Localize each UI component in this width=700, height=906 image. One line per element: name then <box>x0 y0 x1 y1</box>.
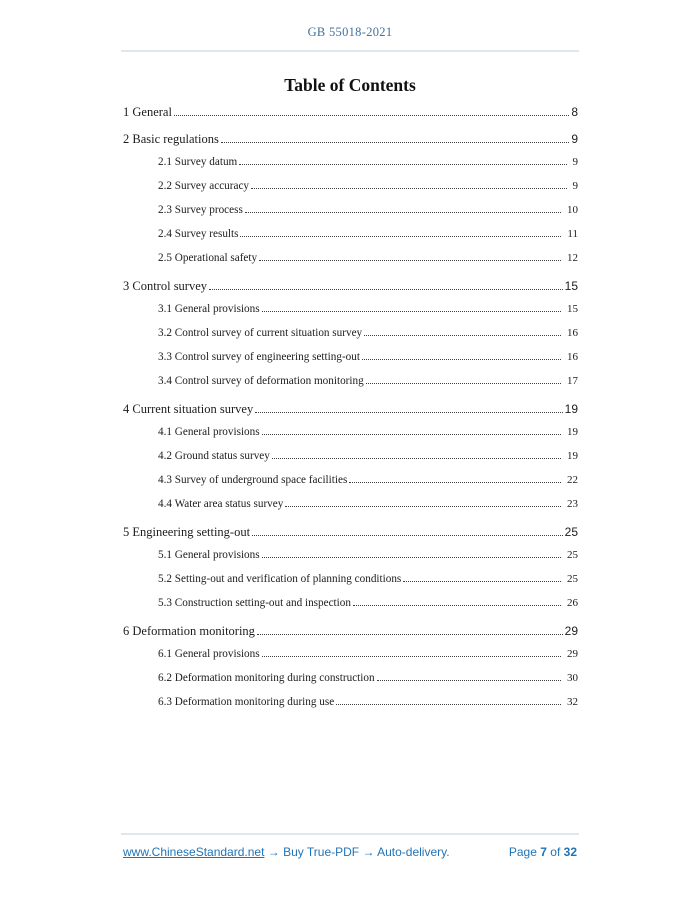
toc-entry-label: 4.1 General provisions <box>158 426 260 438</box>
toc-entry-label: 3.4 Control survey of deformation monitoring <box>158 375 364 387</box>
toc-entry <box>123 426 578 450</box>
toc-entry-page: 17 <box>567 375 578 387</box>
toc-entry-label: 5 Engineering setting-out <box>123 525 251 539</box>
dot-leader <box>245 212 561 213</box>
toc-entry-label: 2.2 Survey accuracy <box>158 180 250 192</box>
toc-entry-page: 19 <box>564 402 578 416</box>
dot-leader <box>209 289 563 290</box>
dot-leader <box>362 359 561 360</box>
toc-entry-page: 23 <box>567 498 578 510</box>
toc-entry-page: 15 <box>564 279 578 293</box>
dot-leader <box>272 458 561 459</box>
toc-entry-page: 22 <box>567 474 578 486</box>
toc-entry <box>123 402 578 426</box>
toc-entry-page: 25 <box>567 573 578 585</box>
doc-number: GB 55018-2021 <box>307 25 393 39</box>
dot-leader <box>353 605 561 606</box>
page-total: 32 <box>563 845 577 859</box>
toc-entry-page: 29 <box>567 648 578 660</box>
toc-entry-label: 6.2 Deformation monitoring during construction <box>158 672 375 684</box>
toc-entry-label: 2 Basic regulations <box>123 132 219 146</box>
dot-leader <box>259 260 561 261</box>
toc-entry-page: 16 <box>567 351 578 363</box>
toc-entry <box>123 573 578 597</box>
toc-entry <box>123 549 578 573</box>
dot-leader <box>262 557 561 558</box>
toc-entry-page: 15 <box>567 303 578 315</box>
toc-entry-label: 4.3 Survey of underground space facilities <box>158 474 348 486</box>
toc-entry-label: 3.2 Control survey of current situation survey <box>158 327 363 339</box>
dot-leader <box>252 535 563 536</box>
dot-leader <box>403 581 561 582</box>
toc-entry-page: 11 <box>567 228 578 240</box>
dot-leader <box>257 634 563 635</box>
toc-entry <box>123 696 578 720</box>
toc-entry-page: 19 <box>567 450 578 462</box>
toc-entry-label: 4 Current situation survey <box>123 402 254 416</box>
toc-entry <box>123 252 578 276</box>
toc-entry <box>123 498 578 522</box>
dot-leader <box>377 680 561 681</box>
toc-entry <box>123 132 578 156</box>
dot-leader <box>366 383 561 384</box>
dot-leader <box>251 188 566 189</box>
dot-leader <box>255 412 562 413</box>
dot-leader <box>262 656 561 657</box>
toc-entry <box>123 303 578 327</box>
toc-entry <box>123 228 578 252</box>
toc-entry-page: 9 <box>572 156 578 168</box>
toc-entry-page: 26 <box>567 597 578 609</box>
toc-entry-label: 3.1 General provisions <box>158 303 260 315</box>
toc-entry-page: 9 <box>571 132 578 146</box>
toc-entry-page: 32 <box>567 696 578 708</box>
toc-entry <box>123 525 578 549</box>
toc-entry-label: 4.2 Ground status survey <box>158 450 270 462</box>
toc-entry <box>123 279 578 303</box>
dot-leader <box>262 434 561 435</box>
toc-entry-page: 10 <box>567 204 578 216</box>
dot-leader <box>240 236 561 237</box>
toc-entry <box>123 624 578 648</box>
toc-entry <box>123 474 578 498</box>
toc-entry <box>123 180 578 204</box>
toc-entry <box>123 156 578 180</box>
footer-website-link[interactable]: www.ChineseStandard.net <box>123 845 265 859</box>
toc-entry <box>123 351 578 375</box>
toc-entry-label: 1 General <box>123 105 172 119</box>
toc-entry-label: 6.3 Deformation monitoring during use <box>158 696 335 708</box>
header-rule <box>121 50 579 52</box>
toc-entry-label: 6.1 General provisions <box>158 648 260 660</box>
page-footer <box>123 845 577 859</box>
page-indicator <box>509 845 577 859</box>
toc-entry-page: 19 <box>567 426 578 438</box>
toc-entry <box>123 450 578 474</box>
toc-entry <box>123 105 578 129</box>
dot-leader <box>285 506 561 507</box>
toc-entry-label: 5.3 Construction setting-out and inspection <box>158 597 351 609</box>
toc-entry-label: 5.1 General provisions <box>158 549 260 561</box>
page-title: Table of Contents <box>284 75 416 95</box>
toc-entry-label: 2.4 Survey results <box>158 228 239 240</box>
of-label: of <box>550 845 561 859</box>
toc-entry-page: 30 <box>567 672 578 684</box>
dot-leader <box>174 115 569 116</box>
toc-entry-label: 3.3 Control survey of engineering setting-out <box>158 351 360 363</box>
dot-leader <box>336 704 561 705</box>
footer-promo <box>123 845 450 859</box>
toc-entry-label: 5.2 Setting-out and verification of planning conditions <box>158 573 402 585</box>
dot-leader <box>262 311 561 312</box>
dot-leader <box>239 164 566 165</box>
toc-entry-label: 2.5 Operational safety <box>158 252 258 264</box>
footer-rule <box>121 833 579 835</box>
toc-entry <box>123 597 578 621</box>
toc-entry <box>123 375 578 399</box>
toc-entry-page: 9 <box>572 180 578 192</box>
toc-entry <box>123 672 578 696</box>
toc-entry-label: 2.3 Survey process <box>158 204 243 216</box>
toc-entry-page: 12 <box>567 252 578 264</box>
toc-entry-page: 29 <box>564 624 578 638</box>
toc-entry-label: 4.4 Water area status survey <box>158 498 284 510</box>
toc-entry <box>123 648 578 672</box>
toc-entry <box>123 204 578 228</box>
page-label: Page <box>508 845 537 859</box>
toc-entry-page: 25 <box>564 525 578 539</box>
toc-entry <box>123 327 578 351</box>
toc-entry-page: 25 <box>567 549 578 561</box>
toc-list <box>123 105 578 720</box>
toc-entry-label: 2.1 Survey datum <box>158 156 238 168</box>
toc-entry-page: 8 <box>571 105 578 119</box>
toc-entry-page: 16 <box>567 327 578 339</box>
toc-entry-label: 3 Control survey <box>123 279 208 293</box>
dot-leader <box>364 335 561 336</box>
page-current: 7 <box>540 845 547 859</box>
dot-leader <box>349 482 561 483</box>
toc-entry-label: 6 Deformation monitoring <box>123 624 255 638</box>
footer-tagline: → Buy True-PDF → Auto-delivery. <box>264 845 450 859</box>
dot-leader <box>221 142 569 143</box>
